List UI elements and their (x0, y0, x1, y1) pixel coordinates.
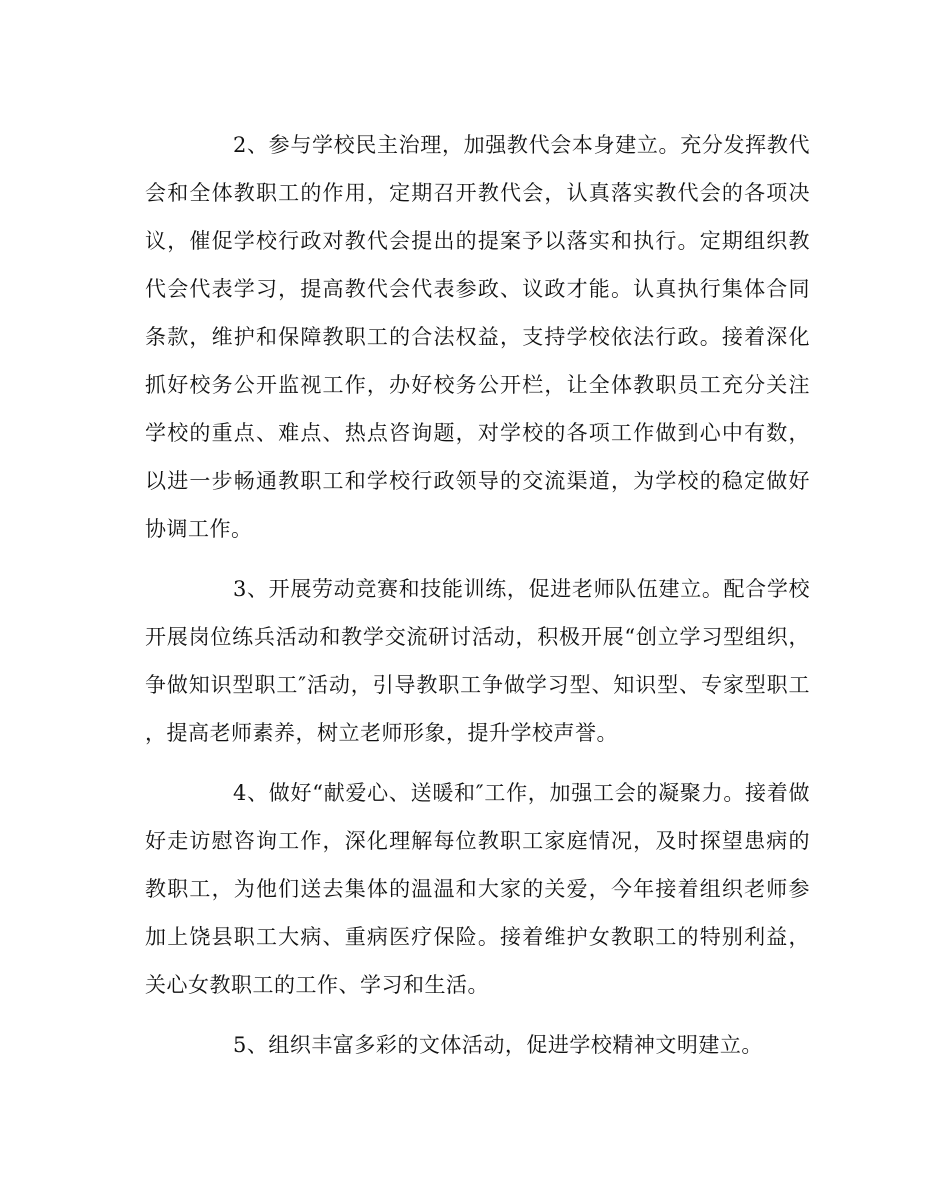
paragraph-item-4: 4、做好“献爱心、送暖和″工作，加强工会的凝聚力。接着做好走访慰咨询工作，深化理解每位教职工家庭情况，及时探望患病的教职工，为他们送去集体的温温和大家的关爱，今年接着组织老师参加上饶县职工大病、重病医疗保险。接着维护女教职工的特别利益，关心女教职工的工作、学习和生活。 (145, 781, 810, 997)
paragraph-item-5: 5、组织丰富多彩的文体活动，促进学校精神文明建立。 (233, 1033, 763, 1057)
document-body (145, 121, 810, 1069)
paragraph-item-2: 2、参与学校民主治理，加强教代会本身建立。充分发挥教代会和全体教职工的作用，定期召开教代会，认真落实教代会的各项决议，催促学校行政对教代会提出的提案予以落实和执行。定期组织教代会代表学习，提高教代会代表参政、议政才能。认真执行集体合同条款，维护和保障教职工的合法权益，支持学校依法行政。接着深化抓好校务公开监视工作，办好校务公开栏，让全体教职员工充分关注学校的重点、难点、热点咨询题，对学校的各项工作做到心中有数，以进一步畅通教职工和学校行政领导的交流渠道，为学校的稳定做好协调工作。 (145, 133, 810, 541)
paragraph-item-3: 3、开展劳动竞赛和技能训练，促进老师队伍建立。配合学校开展岗位练兵活动和教学交流研讨活动，积极开展“创立学习型组织，争做知识型职工″活动，引导教职工争做学习型、知识型、专家型职工，提高老师素养，树立老师形象，提升学校声誉。 (145, 577, 810, 745)
